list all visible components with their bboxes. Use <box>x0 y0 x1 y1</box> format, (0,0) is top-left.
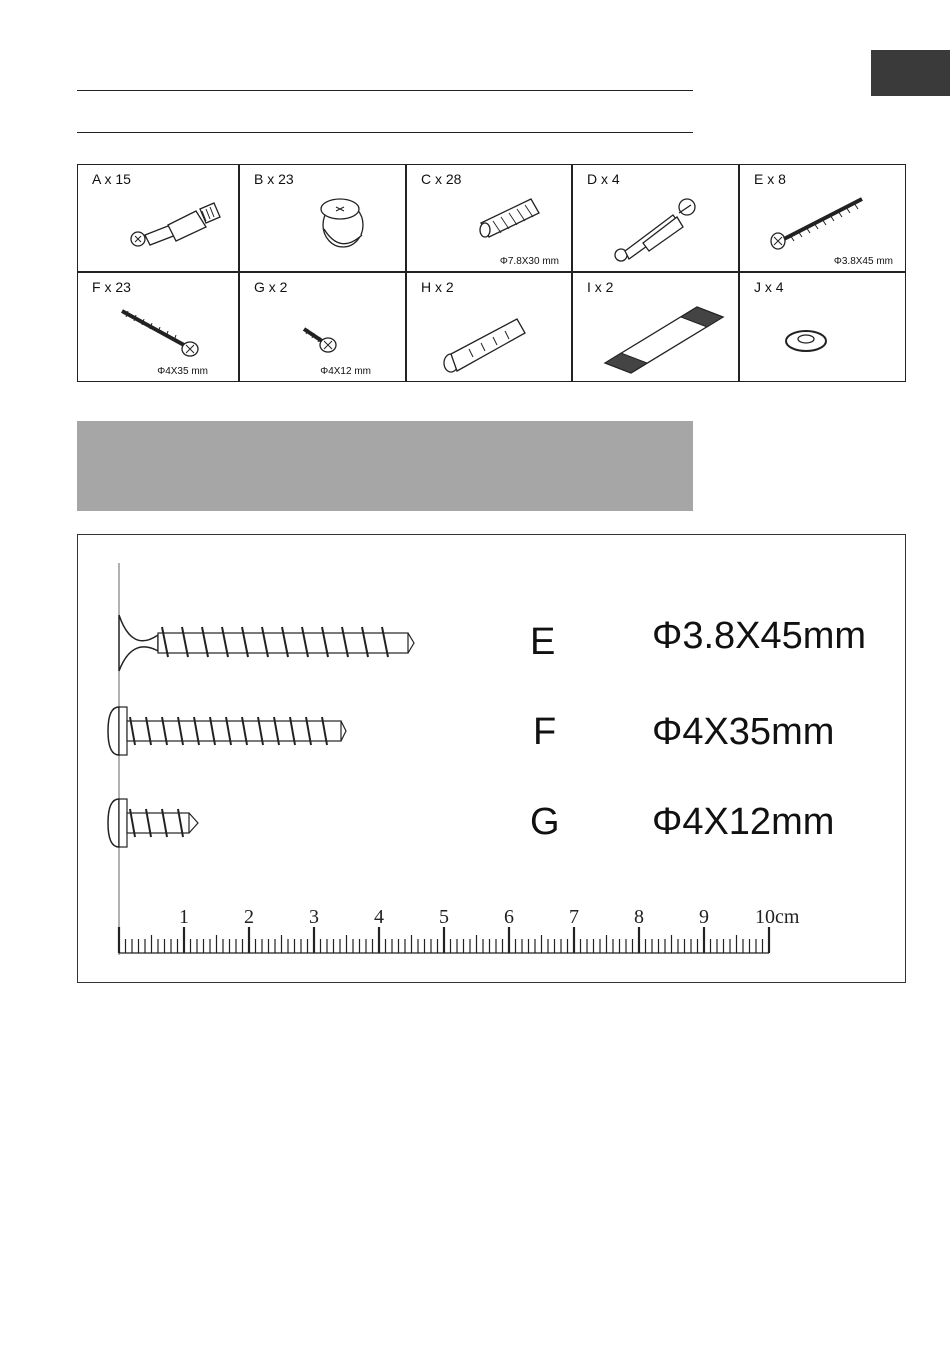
screw-spec-f: Φ4X35mm <box>652 711 835 753</box>
heading-rule-top <box>77 90 693 91</box>
parts-table <box>77 164 906 382</box>
ruler-label: 2 <box>244 906 254 928</box>
part-cell-i <box>573 273 740 381</box>
ruler-label: 1 <box>179 906 189 928</box>
part-dimension: Φ4X35 mm <box>157 366 208 377</box>
ruler-ticks <box>119 927 769 953</box>
wall-plug-icon <box>407 273 573 381</box>
ruler-label: 8 <box>634 906 644 928</box>
part-label: I x 2 <box>587 279 614 295</box>
connector-bolt-icon <box>78 165 240 271</box>
part-label: C x 28 <box>421 171 462 187</box>
part-cell-h <box>407 273 573 381</box>
part-dimension: Φ4X12 mm <box>320 366 371 377</box>
screw-spec-e: Φ3.8X45mm <box>652 615 867 657</box>
screw-spec-g: Φ4X12mm <box>652 801 835 843</box>
part-cell-e <box>740 165 905 273</box>
ruler-label: 10cm <box>755 906 800 928</box>
section-banner <box>77 421 693 511</box>
screw-g-drawing <box>108 799 198 847</box>
part-cell-a <box>78 165 240 273</box>
part-label: H x 2 <box>421 279 454 295</box>
part-label: B x 23 <box>254 171 294 187</box>
heading-rule-bottom <box>77 132 693 133</box>
connector-pin-icon <box>573 165 740 271</box>
screw-scale-panel <box>77 534 906 983</box>
section-tab <box>871 50 950 96</box>
ruler-label: 3 <box>309 906 319 928</box>
part-cell-d <box>573 165 740 273</box>
part-label: D x 4 <box>587 171 620 187</box>
part-cell-f <box>78 273 240 381</box>
part-dimension: Φ7.8X30 mm <box>499 256 559 267</box>
adhesive-strip-icon <box>573 273 740 381</box>
ruler-labels <box>179 906 800 928</box>
part-label: J x 4 <box>754 279 784 295</box>
ruler-label: 5 <box>439 906 449 928</box>
cam-lock-icon <box>240 165 407 271</box>
part-dimension: Φ3.8X45 mm <box>833 256 893 267</box>
part-cell-b <box>240 165 407 273</box>
part-label: A x 15 <box>92 171 131 187</box>
screw-letter-f: F <box>533 711 557 753</box>
ruler-label: 4 <box>374 906 384 928</box>
part-cell-j <box>740 273 905 381</box>
screw-letter-e: E <box>530 621 556 663</box>
short-screw-icon <box>240 273 407 381</box>
part-cell-g <box>240 273 407 381</box>
part-label: E x 8 <box>754 171 786 187</box>
pan-head-screw-icon <box>78 273 240 381</box>
ruler-label: 7 <box>569 906 579 928</box>
screw-f-drawing <box>108 707 346 755</box>
part-label: G x 2 <box>254 279 288 295</box>
washer-icon <box>740 273 907 381</box>
part-label: F x 23 <box>92 279 131 295</box>
screw-scale-drawing <box>78 535 907 984</box>
ruler-label: 6 <box>504 906 514 928</box>
screw-letter-g: G <box>530 801 560 843</box>
part-cell-c <box>407 165 573 273</box>
screw-e-drawing <box>119 615 414 671</box>
ruler-label: 9 <box>699 906 709 928</box>
